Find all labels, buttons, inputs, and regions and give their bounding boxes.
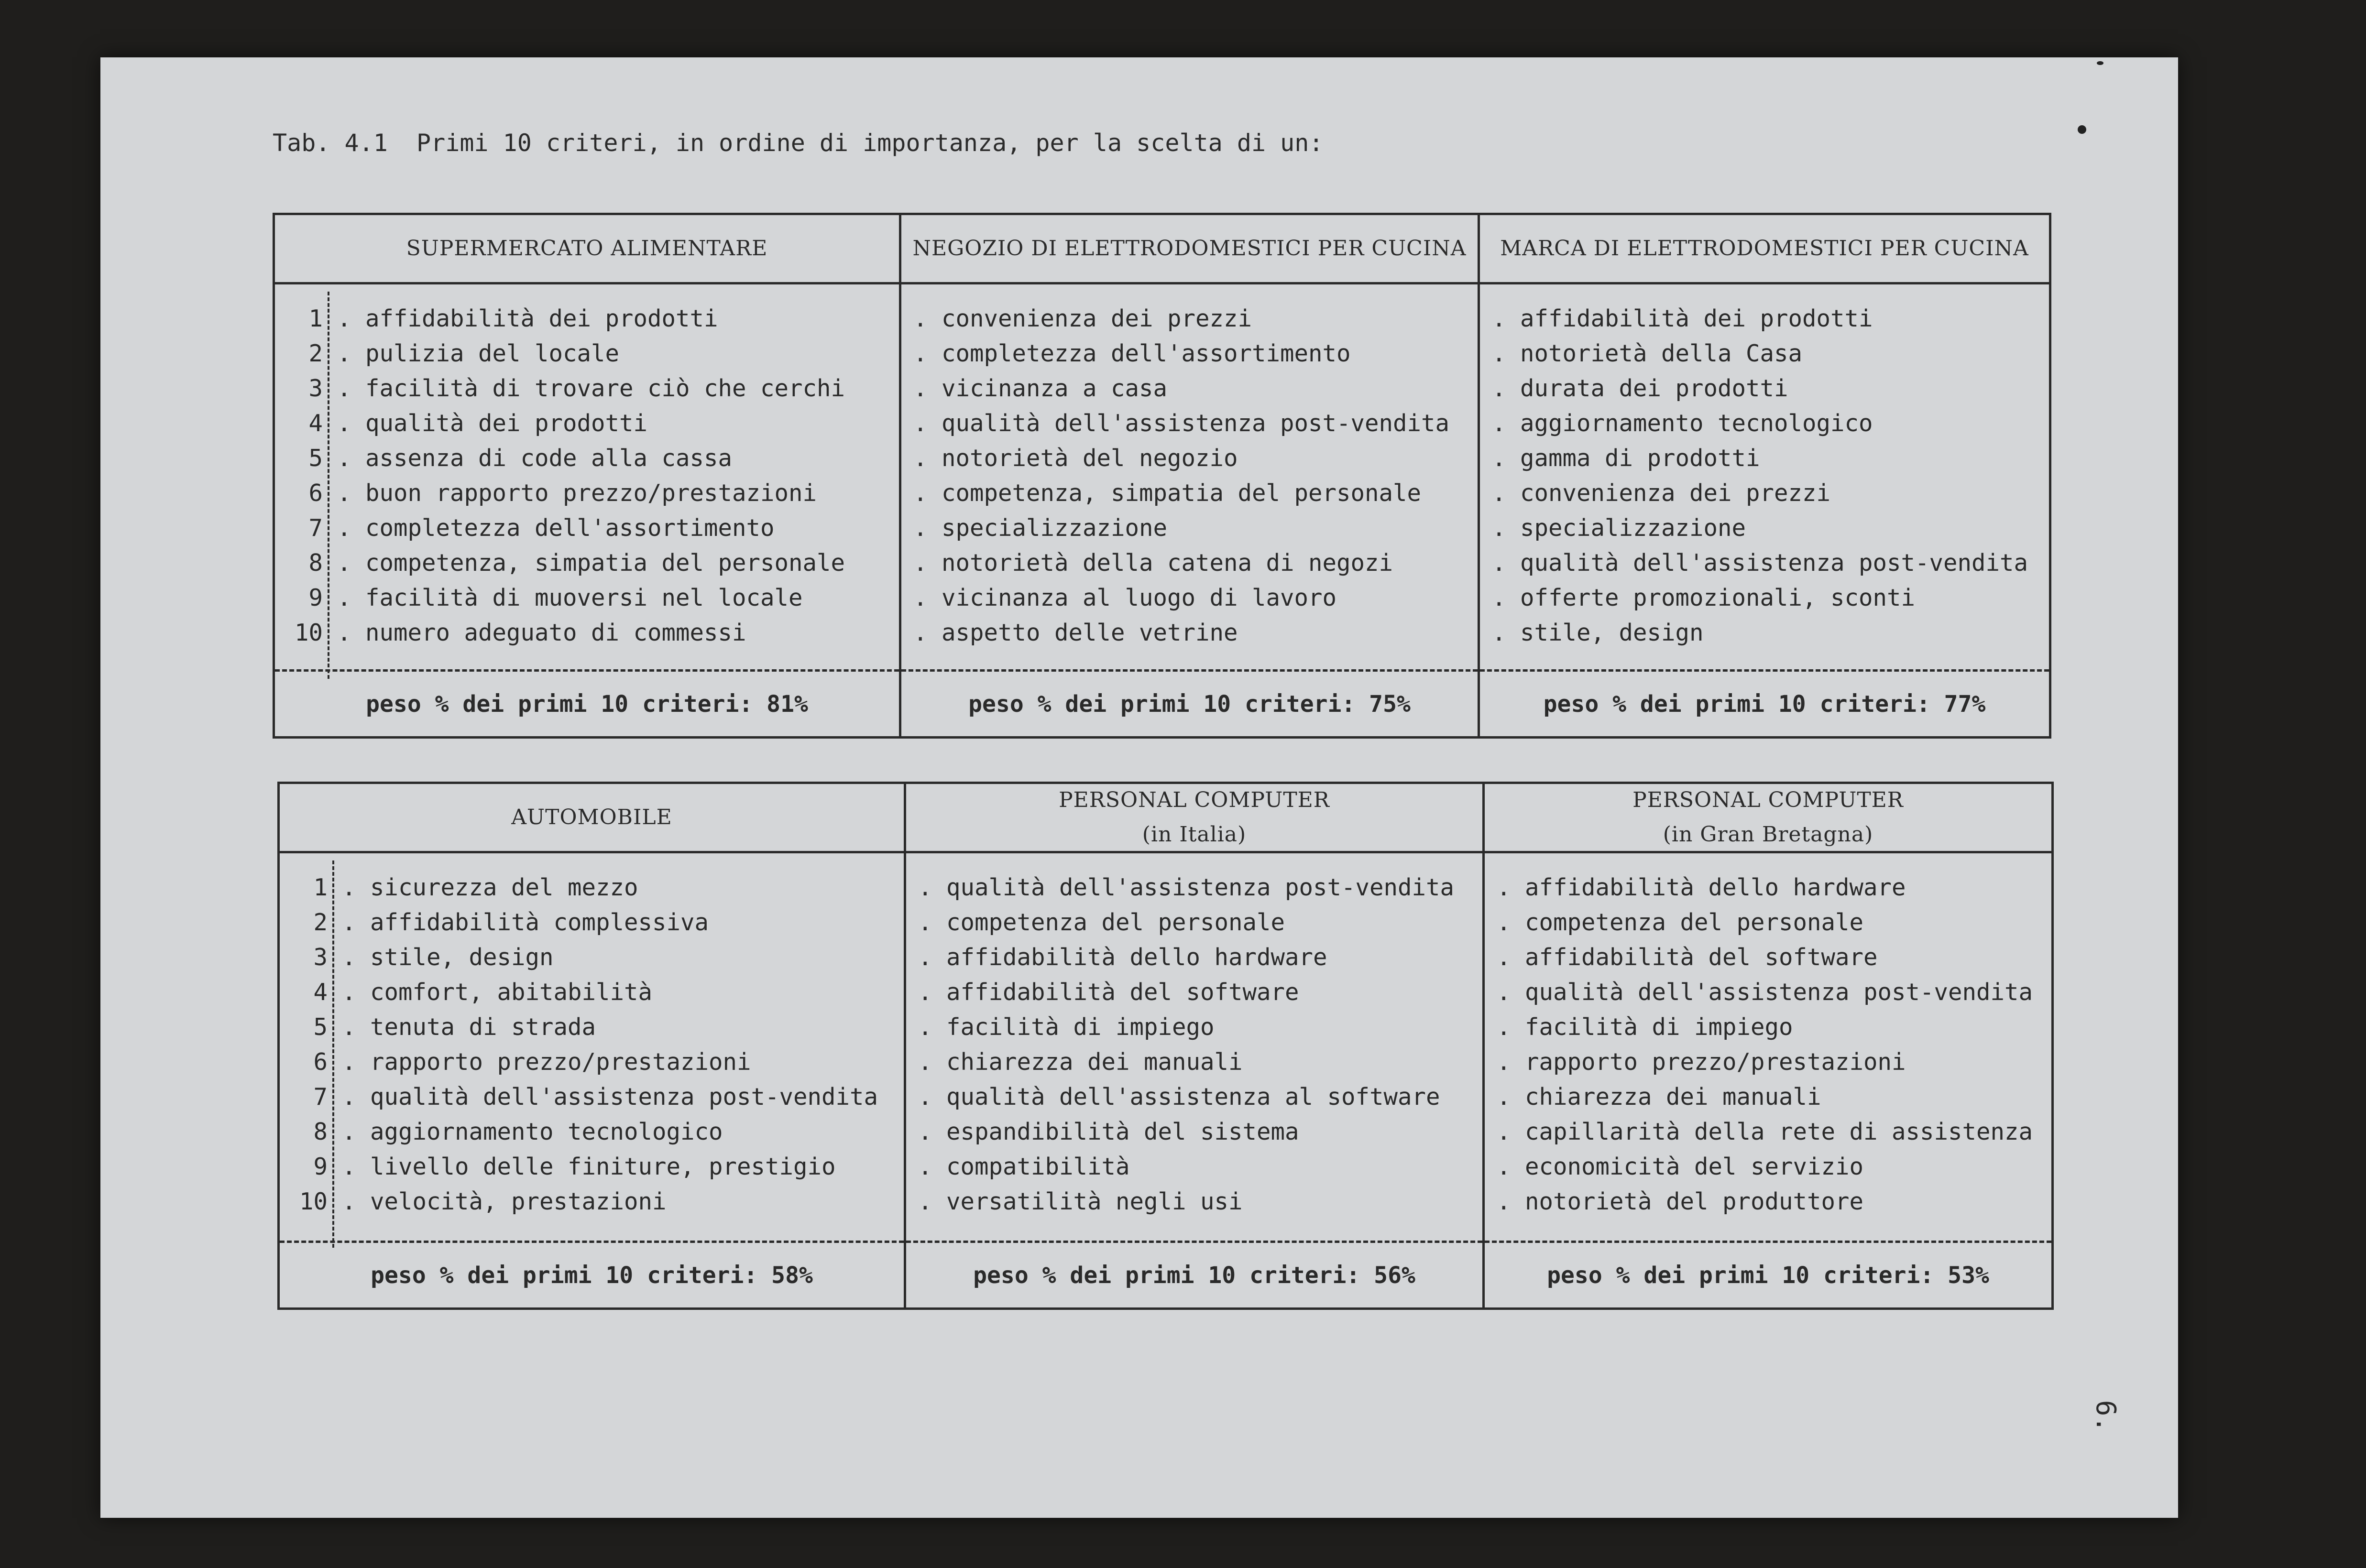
list-item: . notorietà della Casa [1492,340,1803,367]
paper-speck [2078,125,2086,134]
list-item: 4 . qualità dei prodotti [308,410,648,437]
list-item: . vicinanza al luogo di lavoro [913,584,1337,611]
list-item: . durata dei prodotti [1492,375,1788,402]
table-caption: Tab. 4.1 Primi 10 criteri, in ordine di importanza, per la scelta di un: [273,129,1324,157]
list-item: . facilità di impiego [1497,1013,1793,1041]
list-item: . economicità del servizio [1497,1153,1864,1180]
criteria-list [1485,870,2051,1219]
criteria-list [1480,301,2049,650]
list-item: 10 . numero adeguato di commessi [294,619,746,646]
list-item: . chiarezza dei manuali [918,1048,1243,1076]
weight-footer: peso % dei primi 10 criteri: 56% [973,1262,1415,1289]
list-item: 8 . aggiornamento tecnologico [313,1118,723,1145]
list-item: 6 . rapporto prezzo/prestazioni [313,1048,751,1076]
list-item: 3 . stile, design [313,944,554,971]
list-item: . convenienza dei prezzi [1492,479,1831,507]
column-header: SUPERMERCATO ALIMENTARE [275,215,899,284]
list-item: . notorietà della catena di negozi [913,549,1393,577]
list-item: . chiarezza dei manuali [1497,1083,1821,1111]
column-marca-elettrodomestici [1478,215,2049,736]
list-item: 5 . tenuta di strada [313,1013,596,1041]
list-item: . rapporto prezzo/prestazioni [1497,1048,1906,1076]
list-item: 8 . competenza, simpatia del personale [308,549,845,577]
column-header: PERSONAL COMPUTER (in Italia) [906,784,1482,853]
list-item: . compatibilità [918,1153,1130,1180]
column-negozio-elettrodomestici [899,215,1478,736]
list-item: . affidabilità del software [918,979,1299,1006]
list-item: . facilità di impiego [918,1013,1215,1041]
criteria-list [901,301,1478,650]
paper-speck [2097,61,2103,65]
list-item: . qualità dell'assistenza post-vendita [913,410,1450,437]
column-header: NEGOZIO DI ELETTRODOMESTICI PER CUCINA [901,215,1478,284]
column-pc-gran-bretagna [1482,784,2051,1307]
list-item: 1 . sicurezza del mezzo [313,874,638,901]
list-item: . affidabilità del software [1497,944,1878,971]
column-header: MARCA DI ELETTRODOMESTICI PER CUCINA [1480,215,2049,284]
list-item: . competenza del personale [918,909,1285,936]
list-item: . qualità dell'assistenza post-vendita [1492,549,2028,577]
list-item: 1 . affidabilità dei prodotti [308,305,718,332]
criteria-table-1 [273,213,2051,739]
list-item: . qualità dell'assistenza al software [918,1083,1440,1111]
list-item: 9 . livello delle finiture, prestigio [313,1153,836,1180]
list-item: 4 . comfort, abitabilità [313,979,653,1006]
list-item: . gamma di prodotti [1492,445,1760,472]
list-item: 5 . assenza di code alla cassa [308,445,733,472]
list-item: . specializzazione [913,514,1168,542]
list-item: . qualità dell'assistenza post-vendita [1497,979,2033,1006]
list-item: . qualità dell'assistenza post-vendita [918,874,1455,901]
weight-footer: peso % dei primi 10 criteri: 58% [371,1262,813,1289]
list-item: 9 . facilità di muoversi nel locale [308,584,803,611]
list-item: . competenza del personale [1497,909,1864,936]
list-item: 3 . facilità di trovare ciò che cerchi [308,375,845,402]
list-item: 2 . pulizia del locale [308,340,620,367]
column-header: AUTOMOBILE [280,784,904,853]
list-item: . aggiornamento tecnologico [1492,410,1873,437]
list-item: . affidabilità dello hardware [918,944,1327,971]
weight-footer: peso % dei primi 10 criteri: 77% [1543,690,1986,718]
list-item: 10 . velocità, prestazioni [299,1188,667,1215]
list-item: . notorietà del negozio [913,445,1238,472]
column-automobile [280,784,904,1307]
list-item: 2 . affidabilità complessiva [313,909,709,936]
page-number: 6. [2090,1400,2122,1433]
list-item: . specializzazione [1492,514,1746,542]
criteria-table-2 [277,782,2054,1310]
list-item: . espandibilità del sistema [918,1118,1299,1145]
column-pc-italia [904,784,1482,1307]
criteria-list [280,870,904,1219]
list-item: . versatilità negli usi [918,1188,1243,1215]
criteria-list [275,301,899,650]
weight-footer: peso % dei primi 10 criteri: 75% [968,690,1411,718]
weight-footer: peso % dei primi 10 criteri: 53% [1547,1262,1989,1289]
list-item: . notorietà del produttore [1497,1188,1864,1215]
list-item: 7 . qualità dell'assistenza post-vendita [313,1083,878,1111]
list-item: . convenienza dei prezzi [913,305,1252,332]
list-item: . vicinanza a casa [913,375,1168,402]
weight-footer: peso % dei primi 10 criteri: 81% [366,690,808,718]
list-item: . completezza dell'assortimento [913,340,1351,367]
list-item: . offerte promozionali, sconti [1492,584,1916,611]
list-item: . competenza, simpatia del personale [913,479,1422,507]
list-item: 6 . buon rapporto prezzo/prestazioni [308,479,817,507]
list-item: . affidabilità dei prodotti [1492,305,1873,332]
list-item: . capillarità della rete di assistenza [1497,1118,2033,1145]
list-item: . aspetto delle vetrine [913,619,1238,646]
column-supermercato [275,215,899,736]
list-item: . affidabilità dello hardware [1497,874,1906,901]
list-item: . stile, design [1492,619,1704,646]
column-header: PERSONAL COMPUTER (in Gran Bretagna) [1485,784,2051,853]
list-item: 7 . completezza dell'assortimento [308,514,775,542]
criteria-list [906,870,1482,1219]
